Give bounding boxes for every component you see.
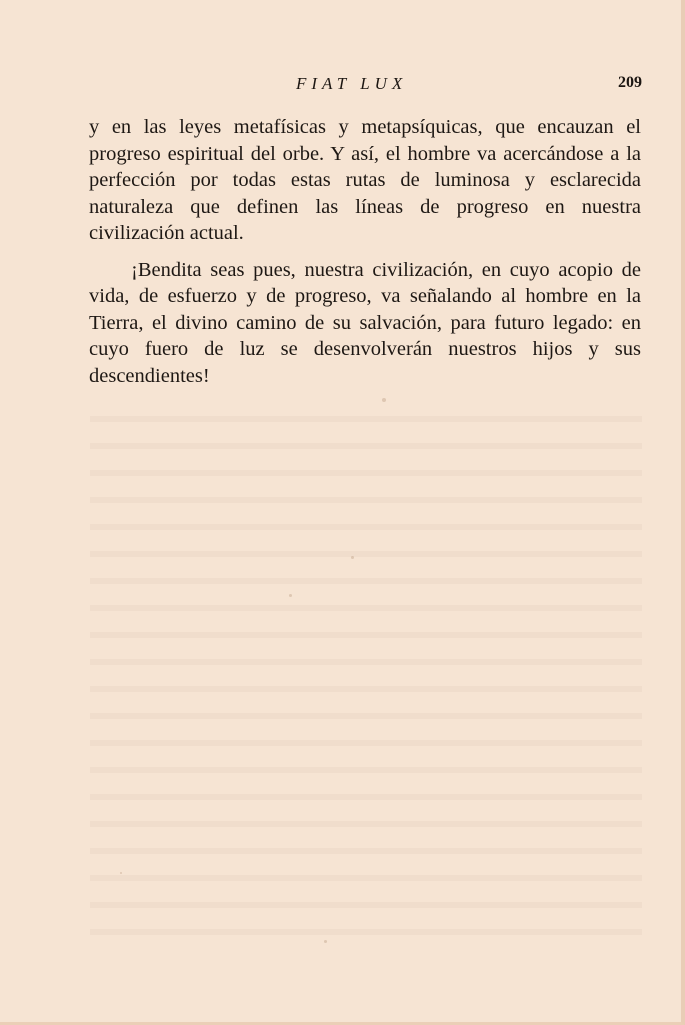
paper-speck (289, 594, 292, 597)
body-text (89, 114, 641, 389)
running-head (90, 74, 642, 98)
paper-speck (382, 398, 386, 402)
show-through-texture (90, 400, 642, 940)
page-number: 209 (618, 74, 642, 91)
paper-speck (324, 940, 327, 943)
paper-speck (351, 556, 354, 559)
running-title: FIAT LUX (296, 74, 408, 93)
paragraph: ¡Bendita seas pues, nuestra civilización, en cuyo acopio de vida, de esfuerzo y de progreso, va señalando al hombre en la Tierra, el divino camino de su salvación, para futuro legado: en cuyo fuero de luz se desenvolverán nuestros hijos y sus descendientes! (89, 258, 641, 387)
paragraph: y en las leyes metafísicas y metapsíquicas, que encauzan el progreso espiritual del orbe. Y así, el hombre va acercándose a la perfección por todas estas rutas de luminosa y esclarecida naturaleza que definen las líneas de progreso en nuestra civilización actual. (89, 116, 641, 244)
paper-speck (120, 872, 122, 874)
